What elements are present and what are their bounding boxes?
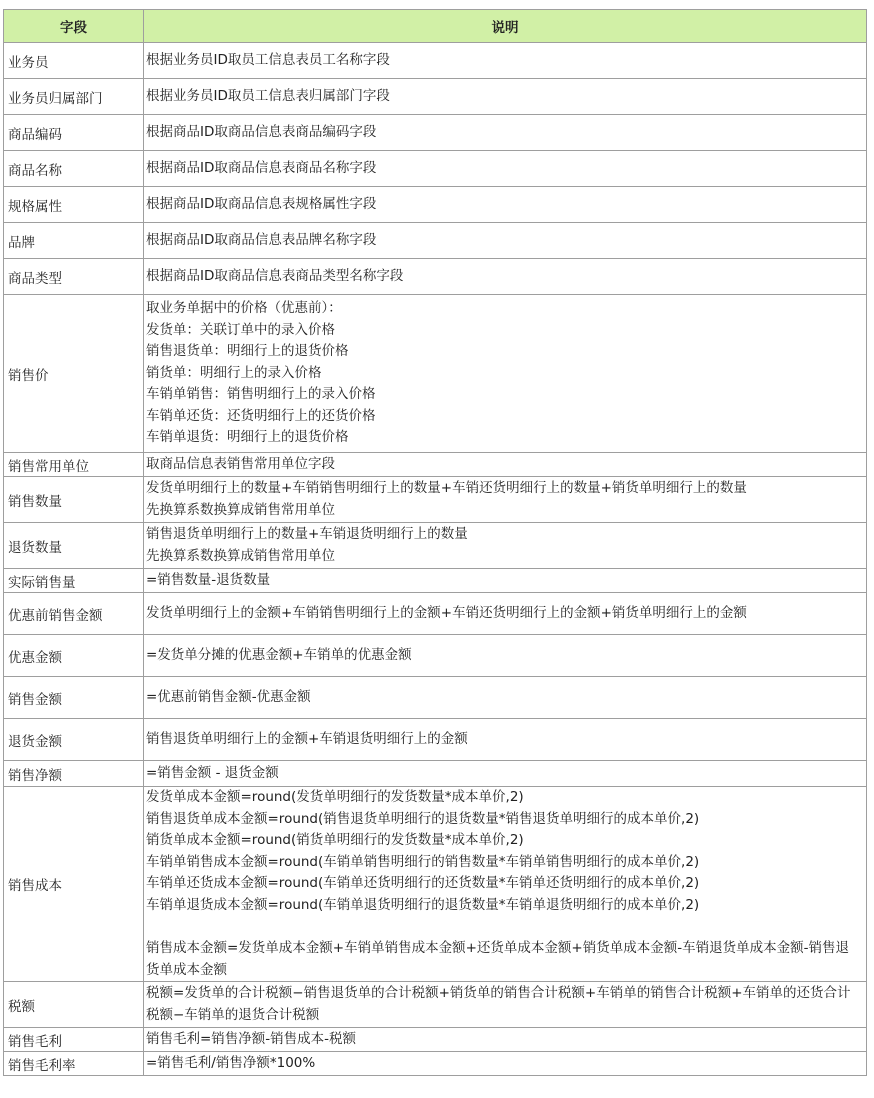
field-cell: 销售成本 (4, 787, 144, 982)
desc-cell: 发货单明细行上的数量+车销销售明细行上的数量+车销还货明细行上的数量+销货单明细行上的数量 先换算系数换算成销售常用单位 (144, 477, 867, 523)
table-row (4, 761, 867, 787)
desc-cell: 根据商品ID取商品信息表品牌名称字段 (144, 223, 867, 259)
field-cell: 销售价 (4, 295, 144, 453)
field-spec-table (3, 9, 867, 1076)
field-cell: 商品名称 (4, 151, 144, 187)
table-row (4, 1052, 867, 1076)
field-cell: 商品编码 (4, 115, 144, 151)
field-cell: 销售金额 (4, 677, 144, 719)
table-row (4, 635, 867, 677)
table-row (4, 115, 867, 151)
field-cell: 税额 (4, 982, 144, 1028)
field-cell: 销售数量 (4, 477, 144, 523)
field-cell: 退货金额 (4, 719, 144, 761)
desc-cell: 取商品信息表销售常用单位字段 (144, 453, 867, 477)
desc-cell: =销售毛利/销售净额*100% (144, 1052, 867, 1076)
desc-cell: 发货单成本金额=round(发货单明细行的发货数量*成本单价,2) 销售退货单成本金额=round(销售退货单明细行的退货数量*销售退货单明细行的成本单价,2) 销货单成本金额=round(销货单明细行的发货数量*成本单价,2) 车销单销售成本金额=round(车销单销售明细行的销售数量*车销单销售明细行的成本单价,2) 车销单还货成本金额=round(车销单还货明细行的还货数量*车销单还货明细行的成本单价,2) 车销单退货成本金额=round(车销单退货明细行的退货数量*车销单退货明细行的成本单价,2) 销售成本金额=发货单成本金额+车销单销售成本金额+还货单成本金额+销货单成本金额-车销退货单成本金额-销售退货单成本金额 (144, 787, 867, 982)
field-cell: 销售毛利 (4, 1028, 144, 1052)
desc-cell: 发货单明细行上的金额+车销销售明细行上的金额+车销还货明细行上的金额+销货单明细行上的金额 (144, 593, 867, 635)
field-cell: 优惠金额 (4, 635, 144, 677)
desc-cell: 销售毛利=销售净额-销售成本-税额 (144, 1028, 867, 1052)
field-cell: 退货数量 (4, 523, 144, 569)
desc-cell: =销售金额 - 退货金额 (144, 761, 867, 787)
table-row (4, 1028, 867, 1052)
table-row (4, 259, 867, 295)
table-row (4, 151, 867, 187)
field-cell: 实际销售量 (4, 569, 144, 593)
desc-cell: 根据商品ID取商品信息表商品类型名称字段 (144, 259, 867, 295)
field-cell: 销售净额 (4, 761, 144, 787)
table-row (4, 187, 867, 223)
desc-cell: 根据业务员ID取员工信息表员工名称字段 (144, 43, 867, 79)
table-row (4, 787, 867, 982)
field-cell: 业务员 (4, 43, 144, 79)
desc-cell: 销售退货单明细行上的金额+车销退货明细行上的金额 (144, 719, 867, 761)
desc-cell: 销售退货单明细行上的数量+车销退货明细行上的数量 先换算系数换算成销售常用单位 (144, 523, 867, 569)
field-cell: 商品类型 (4, 259, 144, 295)
desc-cell: =销售数量-退货数量 (144, 569, 867, 593)
desc-cell: 根据商品ID取商品信息表商品编码字段 (144, 115, 867, 151)
desc-cell: =发货单分摊的优惠金额+车销单的优惠金额 (144, 635, 867, 677)
header-desc: 说明 (144, 10, 867, 43)
field-cell: 品牌 (4, 223, 144, 259)
table-row (4, 477, 867, 523)
table-row (4, 79, 867, 115)
desc-cell: 根据商品ID取商品信息表商品名称字段 (144, 151, 867, 187)
desc-cell: =优惠前销售金额-优惠金额 (144, 677, 867, 719)
table-row (4, 43, 867, 79)
field-cell: 规格属性 (4, 187, 144, 223)
table-row (4, 223, 867, 259)
desc-cell: 取业务单据中的价格（优惠前）： 发货单：关联订单中的录入价格 销售退货单：明细行上的退货价格 销货单：明细行上的录入价格 车销单销售：销售明细行上的录入价格 车销单还货：还货明细行上的还货价格 车销单退货：明细行上的退货价格 (144, 295, 867, 453)
table-row (4, 719, 867, 761)
header-field: 字段 (4, 10, 144, 43)
field-cell: 业务员归属部门 (4, 79, 144, 115)
table-row (4, 523, 867, 569)
table-row (4, 453, 867, 477)
table-row (4, 295, 867, 453)
table-row (4, 982, 867, 1028)
table-row (4, 569, 867, 593)
field-cell: 销售毛利率 (4, 1052, 144, 1076)
desc-cell: 根据业务员ID取员工信息表归属部门字段 (144, 79, 867, 115)
table-row (4, 677, 867, 719)
header-row (4, 10, 867, 43)
field-cell: 优惠前销售金额 (4, 593, 144, 635)
field-cell: 销售常用单位 (4, 453, 144, 477)
table-row (4, 593, 867, 635)
desc-cell: 根据商品ID取商品信息表规格属性字段 (144, 187, 867, 223)
desc-cell: 税额=发货单的合计税额−销售退货单的合计税额+销货单的销售合计税额+车销单的销售合计税额+车销单的还货合计税额−车销单的退货合计税额 (144, 982, 867, 1028)
